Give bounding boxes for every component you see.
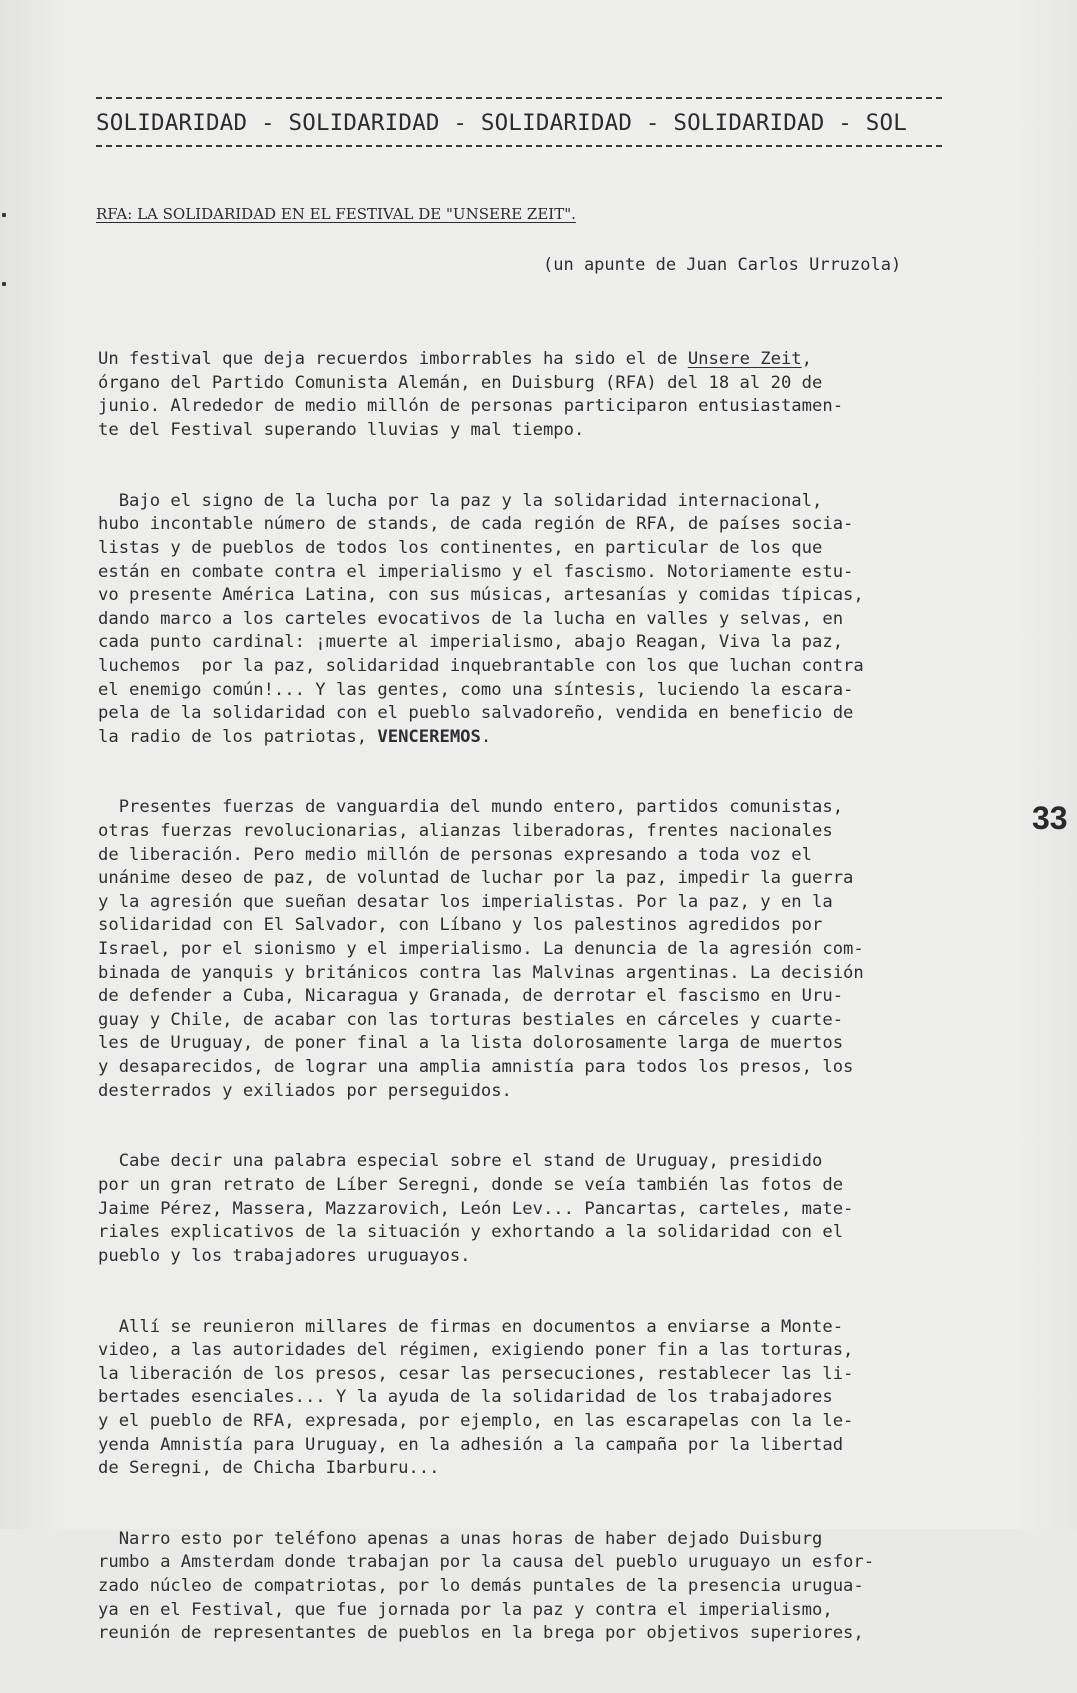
text-line: Bajo el signo de la lucha por la paz y la solidaridad internacional, [98,490,823,511]
article-body [98,301,998,1693]
text-line: Un festival que deja recuerdos imborrables ha sido el de [98,349,688,370]
text-line: guay y Chile, de acabar con las torturas bestiales en cárceles y cuarte- [98,1009,844,1030]
text-line: te del Festival superando lluvias y mal tiempo. [98,419,585,440]
paragraph-1 [98,348,998,442]
text-line: binada de yanquis y británicos contra las Malvinas argentinas. La decisión [98,962,864,983]
text-line: bertades esenciales... Y la ayuda de la solidaridad de los trabajadores [98,1387,833,1408]
newspaper-name: Unsere Zeit [687,349,802,370]
text-line: les de Uruguay, de poner final a la lista dolorosamente larga de muertos [98,1033,844,1054]
text-line: dando marco a los carteles evocativos de la lucha en valles y selvas, en [98,608,844,629]
text-line: pueblo y los trabajadores uruguayos. [98,1245,471,1266]
paragraph-2 [98,490,998,750]
paragraph-6 [98,1528,998,1646]
text-line: órgano del Partido Comunista Alemán, en Duisburg (RFA) del 18 al 20 de [98,372,823,393]
banner-top-rule [96,97,942,99]
text-line: unánime deseo de paz, de voluntad de luchar por la paz, impedir la guerra [98,868,854,889]
text-line: de Seregni, de Chicha Ibarburu... [98,1458,440,1479]
paragraph-3 [98,796,998,1103]
text-line: de liberación. Pero medio millón de personas expresando a toda voz el [98,844,812,865]
text-line: luchemos por la paz, solidaridad inquebrantable con los que luchan contra [98,655,864,676]
text-line: el enemigo común!... Y las gentes, como una síntesis, luciendo la escara- [98,679,854,700]
text-line: Presentes fuerzas de vanguardia del mundo entero, partidos comunistas, [98,797,844,818]
paragraph-5 [98,1316,998,1481]
text-line: y desaparecidos, de lograr una amplia amnistía para todos los presos, los [98,1057,854,1077]
article-headline [96,205,576,223]
page-number: 33 [1032,800,1068,836]
text-line: por un gran retrato de Líber Seregni, donde se veía también las fotos de [98,1174,844,1195]
text-line: rumbo a Amsterdam donde trabajan por la causa del pueblo uruguayo un esfor- [98,1552,875,1573]
text-line: pela de la solidaridad con el pueblo salvadoreño, vendida en beneficio de [98,703,854,724]
text-line: la radio de los patriotas, [98,726,378,747]
text-line: otras fuerzas revolucionarias, alianzas liberadoras, frentes nacionales [98,821,833,842]
text-line: riales explicativos de la situación y exhortando a la solidaridad con el [98,1222,844,1243]
text-line: hubo incontable número de stands, de cada región de RFA, de países socia- [98,514,854,535]
text-line: Jaime Pérez, Massera, Mazzarovich, León Lev... Pancartas, carteles, mate- [98,1198,854,1219]
text-line: . [480,726,492,747]
headline-label: RFA: [96,205,133,223]
text-line: , [801,349,813,370]
headline-text: LA SOLIDARIDAD EN EL FESTIVAL DE "UNSERE ZEIT". [132,205,576,223]
margin-mark [2,213,6,217]
text-line: Cabe decir una palabra especial sobre el stand de Uruguay, presidido [98,1151,823,1172]
solidarity-banner: SOLIDARIDAD - SOLIDARIDAD - SOLIDARIDAD - SOLIDARIDAD - SOL [96,110,908,136]
text-line: de defender a Cuba, Nicaragua y Granada, de derrotar el fascismo en Uru- [98,986,844,1007]
text-line: están en combate contra el imperialismo y el fascismo. Notoriamente estu- [98,561,854,582]
text-line: ya en el Festival, que fue jornada por la paz y contra el imperialismo, [98,1599,833,1620]
text-line: yenda Amnistía para Uruguay, en la adhesión a la campaña por la libertad [98,1434,844,1455]
emphasized-word: VENCEREMOS [377,726,481,747]
text-line: Allí se reunieron millares de firmas en documentos a enviarse a Monte- [98,1316,844,1337]
text-line: listas y de pueblos de todos los continentes, en particular de los que [98,537,823,558]
text-line: Israel, por el sionismo y el imperialismo. La denuncia de la agresión com- [98,939,864,960]
article-byline: (un apunte de Juan Carlos Urruzola) [543,255,902,275]
paragraph-4 [98,1150,998,1268]
text-line: desterrados y exiliados por perseguidos. [98,1080,512,1101]
text-line: junio. Alrededor de medio millón de personas participaron entusiastamen- [98,396,844,417]
margin-mark [2,282,6,286]
text-line: la liberación de los presos, cesar las persecuciones, restablecer las li- [98,1363,854,1384]
banner-bottom-rule [96,145,942,147]
text-line: solidaridad con El Salvador, con Líbano y los palestinos agredidos por [98,915,823,936]
text-line: y la agresión que sueñan desatar los imperialistas. Por la paz, y en la [98,891,833,912]
text-line: reunión de representantes de pueblos en la brega por objetivos superiores, [98,1623,864,1644]
text-line: Narro esto por teléfono apenas a unas horas de haber dejado Duisburg [98,1528,823,1549]
text-line: cada punto cardinal: ¡muerte al imperialismo, abajo Reagan, Viva la paz, [98,632,844,653]
text-line: zado núcleo de compatriotas, por lo demás puntales de la presencia urugua- [98,1576,864,1597]
text-line: video, a las autoridades del régimen, exigiendo poner fin a las torturas, [98,1340,854,1361]
text-line: y el pueblo de RFA, expresada, por ejemplo, en las escarapelas con la le- [98,1410,854,1431]
text-line: vo presente América Latina, con sus músicas, artesanías y comidas típicas, [98,585,864,606]
